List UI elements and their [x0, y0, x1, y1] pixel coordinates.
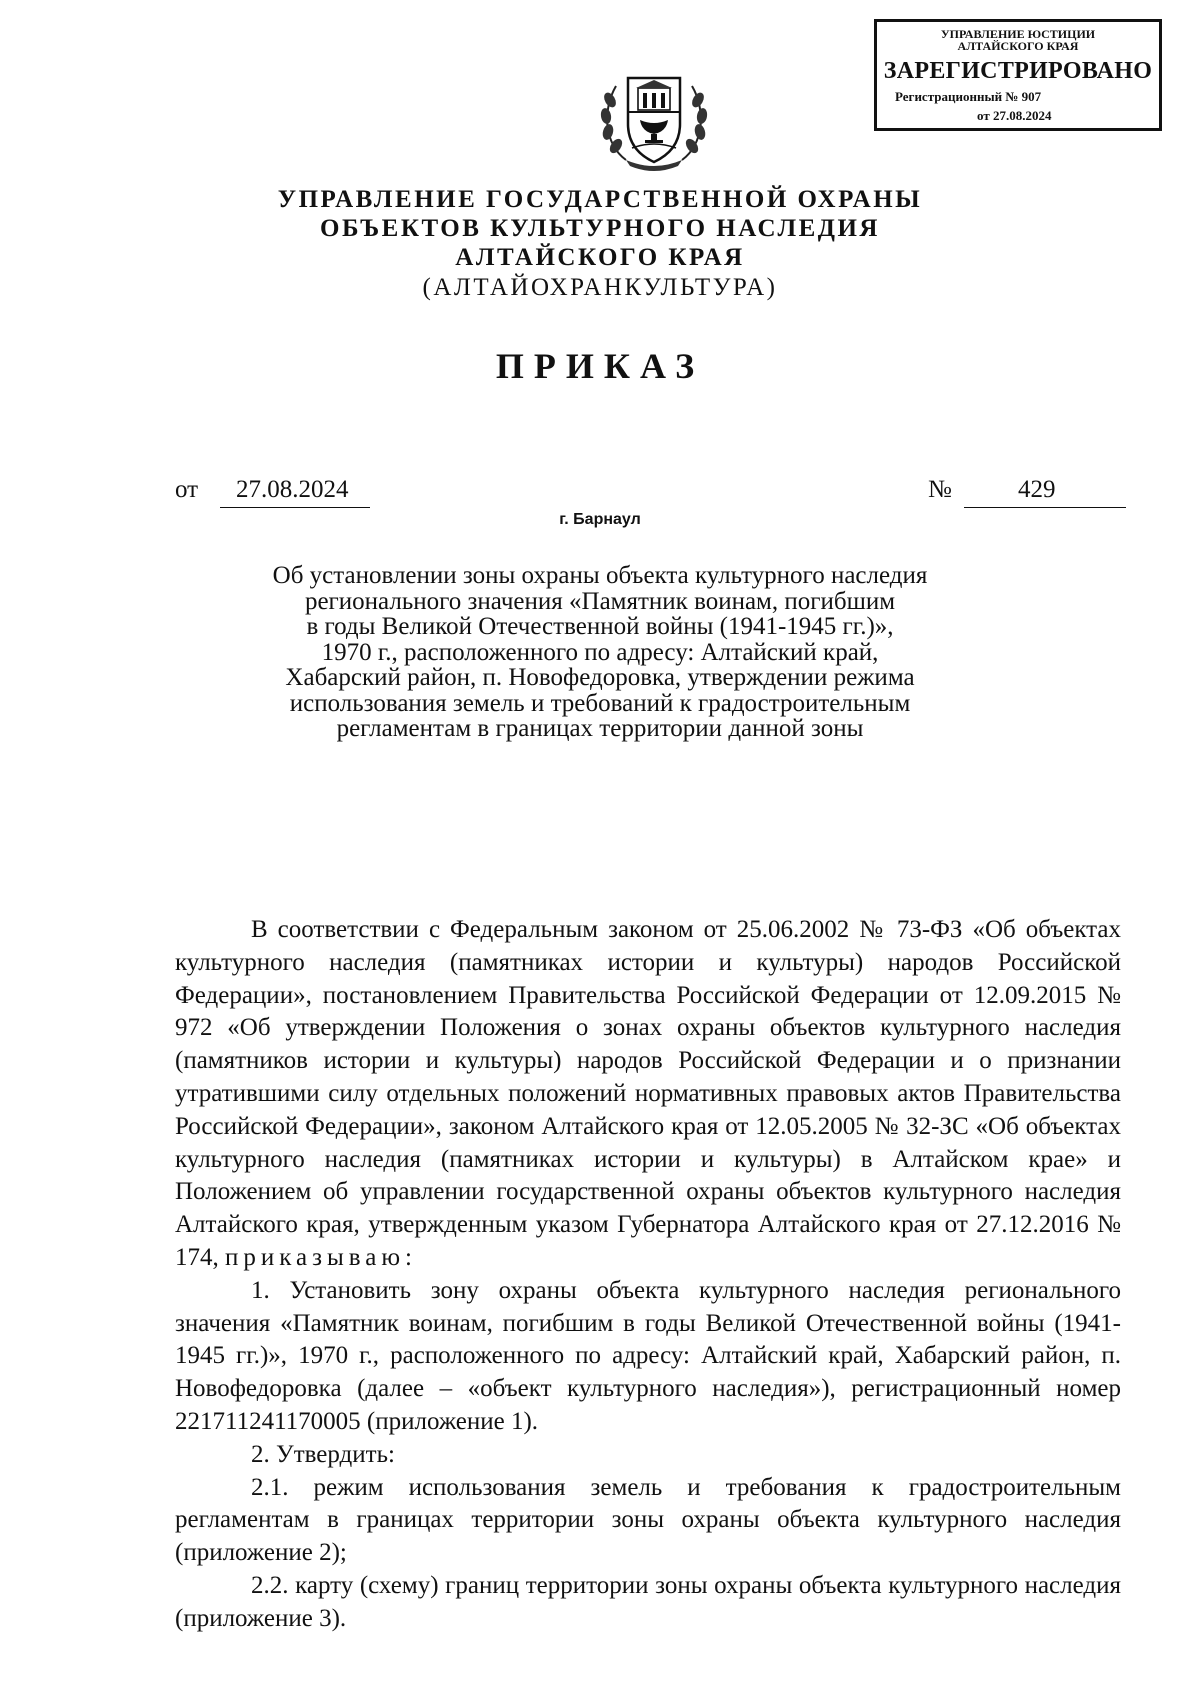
date-underline	[220, 507, 370, 508]
item-2: 2. Утвердить:	[251, 1440, 395, 1468]
stamp-status: ЗАРЕГИСТРИРОВАНО	[883, 58, 1153, 84]
subject-line: использования земель и требований к градостроительным	[289, 689, 911, 717]
item-2-2: 2.2. карту (схему) границ территории зоны охраны объекта культурного наследия (приложение 3).	[175, 1571, 1121, 1632]
order-body	[175, 914, 1121, 1636]
registration-stamp	[874, 19, 1162, 131]
agency-name-line2: ОБЪЕКТОВ КУЛЬТУРНОГО НАСЛЕДИЯ	[320, 215, 880, 242]
subject-line: регламентам в границах территории данной зоны	[336, 715, 864, 742]
item-2-1: 2.1. режим использования земель и требования к градостроительным регламентам в границах территории зоны охраны объекта культурного наследия (приложение 2);	[175, 1473, 1121, 1567]
subject-line: 1970 г., расположенного по адресу: Алтайский край,	[321, 638, 879, 666]
preamble-text: В соответствии с Федеральным законом от 25.06.2002 № 73-ФЗ «Об объектах культурного наследия (памятниках истории и культуры) народов Российской Федерации», постановлением Правительства Российской Федерации от 12.09.2015 № 972 «Об утверждении Положения о зонах охраны объектов культурного наследия (памятников истории и культуры) народов Российской Федерации и о признании утратившими силу отдельных положений нормативных правовых актов Правительства Российской Федерации», законом Алтайского края от 12.05.2005 № 32-ЗС «Об объектах культурного наследия (памятниках истории и культуры) в Алтайском крае» и Положением об управлении государственной охраны объектов культурного наследия Алтайского края, утвержденным указом Губернатора Алтайского края от 27.12.2016 № 174,	[175, 916, 1121, 1271]
document-number: 429	[1018, 476, 1056, 503]
subject-line: Хабарский район, п. Новофедоровка, утверждении режима	[285, 664, 915, 691]
order-word: приказываю:	[225, 1243, 417, 1271]
stamp-organization-region: АЛТАЙСКОГО КРАЯ	[957, 39, 1079, 53]
stamp-organization: УПРАВЛЕНИЕ ЮСТИЦИИ	[940, 27, 1096, 41]
subject-line: Об установлении зоны охраны объекта культурного наследия	[272, 562, 928, 589]
order-subject	[260, 563, 940, 742]
altai-krai-coat-of-arms-icon	[596, 60, 712, 176]
number-underline	[964, 507, 1126, 508]
date-prefix: от	[175, 476, 199, 503]
agency-name-line3: АЛТАЙСКОГО КРАЯ	[455, 244, 745, 271]
city-label: г. Барнаул	[559, 511, 641, 528]
item-1: 1. Установить зону охраны объекта культурного наследия регионального значения «Памятник воинам, погибшим в годы Великой Отечественной войны (1941-1945 гг.)», 1970 г., расположенного по адресу: Алтайский край, Хабарский район, п. Новофедоровка (далее – «объект культурного наследия»), регистрационный номер 221711241170005 (приложение 1).	[175, 1276, 1121, 1435]
preamble-paragraph	[175, 914, 1121, 1275]
subject-line: регионального значения «Памятник воинам, погибшим	[304, 587, 896, 615]
document-type-title: ПРИКАЗ	[495, 346, 705, 386]
agency-name-line1: УПРАВЛЕНИЕ ГОСУДАРСТВЕННОЙ ОХРАНЫ	[277, 186, 923, 213]
agency-abbreviation: (АЛТАЙОХРАНКУЛЬТУРА)	[422, 274, 778, 301]
stamp-reg-number: Регистрационный № 907	[895, 89, 1042, 104]
document-date: 27.08.2024	[236, 476, 349, 503]
subject-line: в годы Великой Отечественной войны (1941-1945 гг.)»,	[306, 613, 894, 640]
number-prefix: №	[928, 476, 952, 503]
stamp-reg-date: от 27.08.2024	[977, 108, 1052, 123]
